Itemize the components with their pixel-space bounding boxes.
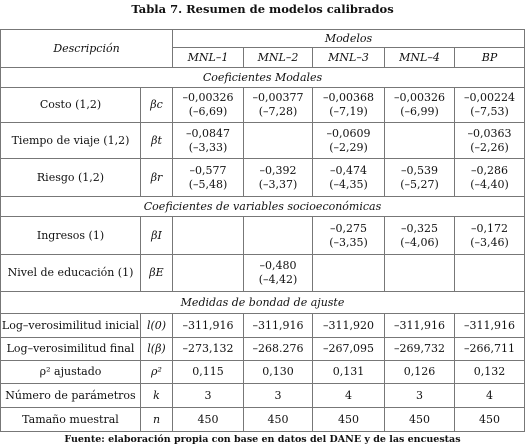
row-label: Riesgo (1,2) xyxy=(1,159,141,197)
cell xyxy=(385,255,455,292)
cell: –273,132 xyxy=(173,338,244,361)
modelos-header: Modelos xyxy=(173,30,525,48)
row-label: Número de parámetros xyxy=(1,384,141,408)
section-bondad: Medidas de bondad de ajuste xyxy=(1,292,525,314)
table-row xyxy=(1,338,525,361)
cell: 450 xyxy=(313,408,385,432)
cell: 4 xyxy=(313,384,385,408)
cell: –0,0609 (–2,29) xyxy=(313,123,385,159)
row-label: Log–verosimilitud final xyxy=(1,338,141,361)
table-row xyxy=(1,361,525,384)
cell xyxy=(455,255,525,292)
cell: –0,172 (–3,46) xyxy=(455,217,525,255)
cell: –311,916 xyxy=(455,314,525,338)
cell: –311,916 xyxy=(385,314,455,338)
row-symbol: k xyxy=(141,384,173,408)
row-label: Ingresos (1) xyxy=(1,217,141,255)
cell: –0,392 (–3,37) xyxy=(244,159,313,197)
results-table xyxy=(0,29,525,432)
cell: –0,00326 (–6,69) xyxy=(173,88,244,123)
cell: –267,095 xyxy=(313,338,385,361)
section-socio: Coeficientes de variables socioeconómicas xyxy=(1,197,525,217)
row-label: Log–verosimilitud inicial xyxy=(1,314,141,338)
cell: 3 xyxy=(173,384,244,408)
cell: 3 xyxy=(385,384,455,408)
cell: –311,916 xyxy=(244,314,313,338)
cell: –268.276 xyxy=(244,338,313,361)
cell: 0,132 xyxy=(455,361,525,384)
table-row xyxy=(1,88,525,123)
table-row xyxy=(1,159,525,197)
cell xyxy=(244,217,313,255)
row-label: Nivel de educación (1) xyxy=(1,255,141,292)
cell: –311,920 xyxy=(313,314,385,338)
cell: –0,286 (–4,40) xyxy=(455,159,525,197)
cell: 450 xyxy=(173,408,244,432)
row-label: ρ² ajustado xyxy=(1,361,141,384)
cell xyxy=(173,217,244,255)
table-title: Tabla 7. Resumen de modelos calibrados xyxy=(131,2,394,16)
cell: –0,0363 (–2,26) xyxy=(455,123,525,159)
section-modales: Coeficientes Modales xyxy=(1,68,525,88)
cell: –0,325 (–4,06) xyxy=(385,217,455,255)
cell: 450 xyxy=(385,408,455,432)
cell xyxy=(244,123,313,159)
table-source-note: Fuente: elaboración propia con base en datos del DANE y de las encuestas xyxy=(64,434,461,445)
model-header: MNL–4 xyxy=(385,48,455,68)
row-symbol: l(0) xyxy=(141,314,173,338)
cell xyxy=(313,255,385,292)
cell: –0,00326 (–6,99) xyxy=(385,88,455,123)
cell: –0,00224 (–7,53) xyxy=(455,88,525,123)
table-row xyxy=(1,217,525,255)
row-symbol: l(β) xyxy=(141,338,173,361)
row-symbol: βI xyxy=(141,217,173,255)
cell: 0,126 xyxy=(385,361,455,384)
model-header: MNL–1 xyxy=(173,48,244,68)
cell: –0,00377 (–7,28) xyxy=(244,88,313,123)
cell xyxy=(385,123,455,159)
cell: –0,577 (–5,48) xyxy=(173,159,244,197)
row-label: Costo (1,2) xyxy=(1,88,141,123)
table-row xyxy=(1,384,525,408)
cell: –0,275 (–3,35) xyxy=(313,217,385,255)
cell: 0,130 xyxy=(244,361,313,384)
cell: 0,115 xyxy=(173,361,244,384)
row-symbol: βr xyxy=(141,159,173,197)
cell xyxy=(173,255,244,292)
model-header: MNL–2 xyxy=(244,48,313,68)
table-row xyxy=(1,255,525,292)
cell: 4 xyxy=(455,384,525,408)
cell: –0,539 (–5,27) xyxy=(385,159,455,197)
row-symbol: n xyxy=(141,408,173,432)
row-symbol: βt xyxy=(141,123,173,159)
cell: –0,00368 (–7,19) xyxy=(313,88,385,123)
row-symbol: βc xyxy=(141,88,173,123)
row-symbol: ρ² xyxy=(141,361,173,384)
row-symbol: βE xyxy=(141,255,173,292)
cell: –0,474 (–4,35) xyxy=(313,159,385,197)
cell: 3 xyxy=(244,384,313,408)
model-header: BP xyxy=(455,48,525,68)
table-row xyxy=(1,123,525,159)
descripcion-header: Descripción xyxy=(1,30,173,68)
row-label: Tamaño muestral xyxy=(1,408,141,432)
cell: 450 xyxy=(244,408,313,432)
cell: –266,711 xyxy=(455,338,525,361)
model-header: MNL–3 xyxy=(313,48,385,68)
row-label: Tiempo de viaje (1,2) xyxy=(1,123,141,159)
cell: 450 xyxy=(455,408,525,432)
cell: –0,0847 (–3,33) xyxy=(173,123,244,159)
table-row xyxy=(1,314,525,338)
cell: –311,916 xyxy=(173,314,244,338)
table-row xyxy=(1,408,525,432)
cell: 0,131 xyxy=(313,361,385,384)
cell: –0,480 (–4,42) xyxy=(244,255,313,292)
cell: –269,732 xyxy=(385,338,455,361)
